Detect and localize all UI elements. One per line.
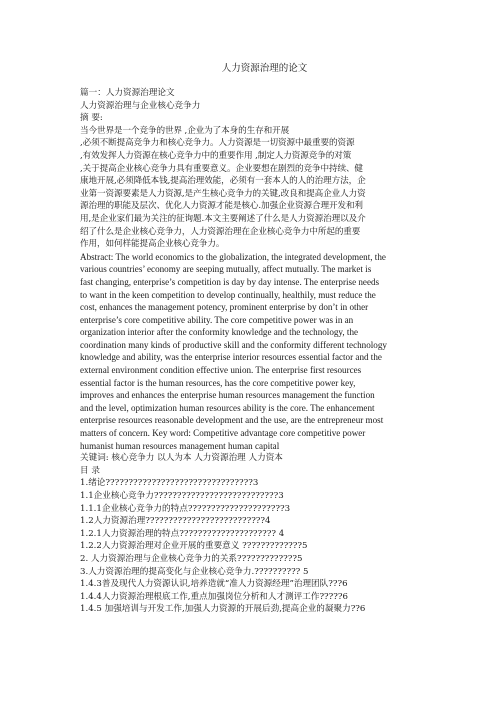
toc-page-number: 6 [342,579,348,590]
toc-leader: ???????????????????????????????? [105,478,253,489]
toc-page-number: 3 [252,478,259,489]
abstract-en-line: improves and enhances the enterprise human resources management the function [80,390,375,401]
abstract-en-line: coordination many kinds of productive skill and the conformity different technology [80,339,387,350]
abstract-en-line: cost, enhances the management potency, prominent enterprise by don’t in other [80,302,369,313]
toc-entry-label: 2. 人力资源治理与企业核心竞争力的关系 [80,553,238,564]
toc-entry-label: 1.4.4人力资源治理根底工作,重点加强岗位分析和人才测评工作 [80,591,320,602]
abstract-en-line: various countries’ economy are seeping mutually, affect mutually. The market is [80,264,372,275]
toc-leader: ????????????? [242,541,303,552]
toc-page-number: 5 [296,553,303,564]
abstract-zh-line: 康地开展,必须降低本钱,提高治理效能，必须有一套本人的人的治理方法，企 [80,176,366,187]
toc-heading: 目 录 [80,465,100,476]
toc-entry-label: 1.绪论 [80,478,106,489]
toc-entry[interactable] [80,603,443,616]
toc-entry-label: 1.4.3普及现代人力资源认识,培养造就“准人力资源经理”治理团队 [80,579,329,590]
toc-leader: ????????????????????? [179,528,279,539]
toc-entry[interactable] [80,591,443,604]
toc-leader: ????????????? [237,553,297,564]
toc-page-number: 5 [302,541,308,552]
toc-entry[interactable] [80,515,443,528]
toc-entry[interactable] [80,566,443,579]
toc-entry-label: 1.4.5 加强培训与开发工作,加强人力资源的开展后劲,提高企业的凝聚力 [80,604,351,615]
abstract-en-line: matters of concern. Key word: Competitive advantage core competitive power [80,428,366,439]
abstract-zh-line: 绍了什么是企业核心竞争力，人力资源治理在企业核心竞争力中所起的重要 [80,226,361,237]
abstract-zh-line: 用,是企业家们最为关注的征询题.本文主要阐述了什么是人力资源治理以及介 [80,213,366,224]
toc-entry[interactable] [80,503,443,516]
toc-page-number: 6 [342,591,348,602]
toc-leader: ????? [319,591,343,602]
toc-leader: ?????????? [254,566,304,577]
abstract-en-line: knowledge and ability, was the enterprise interior resources essential factor and the [80,352,382,363]
abstract-zh-line: 业第一资源要素是人力资源,是产生核心竞争力的关键,改良和提高企业人力资 [80,188,366,199]
abstract-en-line: external environment condition effective union. The enterprise first resources [80,365,362,376]
abstract-zh-line: 当今世界是一个竞争的世界 ,企业为了本身的生存和开展 [80,125,290,136]
toc-leader: ?????????????????????????? [145,516,266,527]
toc-entry-label: 1.2.2人力资源治理对企业开展的重要意义 [80,541,243,552]
chapter-heading: 篇一：人力资源治理论文 [80,88,175,98]
toc-entry[interactable] [80,540,443,553]
abstract-en-line: essential factor is the human resources, has the core competitive power key, [80,377,356,388]
toc-entry[interactable] [80,553,443,566]
abstract-en-line: organization interior after the conformity knowledge and the technology, the [80,327,359,338]
toc-page-number: 4 [278,528,285,539]
abstract-en-line: enterprise resources reasonable development and the use, are the entrepreneur most [80,415,384,426]
toc-entry[interactable] [80,490,443,503]
toc-entry[interactable] [80,578,443,591]
table-of-contents [80,477,443,616]
toc-page-number: 3 [278,491,284,501]
keywords-line: 关键词: 核心竞争力 以人为本 人力资源治理 人力资本 [80,453,283,464]
abstract-en-line: humanist human resources management human capital [80,440,280,451]
toc-leader: ????????????????????? [187,503,285,514]
toc-leader: ?? [350,604,360,615]
toc-leader: ??? [328,579,343,590]
toc-page-number: 5 [303,566,309,577]
toc-leader: ??????????????????????????? [153,491,279,501]
toc-entry-label: 3.人力资源治理的提高变化与企业核心竞争力. [80,566,255,577]
abstract-en-line: to want in the keen competition to develop continually, healthily, must reduce the [80,289,376,300]
abstract-zh-line: ,关于提高企业核心竞争力具有重要意义。企业要想在剧烈的竞争中持续、健 [80,163,363,174]
abstract-zh-line: ,有效发挥人力资源在核心竞争力中的重要作用 ,制定人力资源竞争的对策 [80,150,352,161]
toc-entry-label: 1.1企业核心竞争力 [80,491,154,501]
document-title: 人力资源治理的论文 [221,63,308,74]
abstract-chinese [80,125,443,251]
abstract-en-line: enterprise’s core competitive ability. The core competitive power was in an [80,314,354,325]
abstract-zh-line: 源治理的职能及层次、优化人力资源才能是核心.加强企业资源合理开发和利 [80,201,363,212]
toc-page-number: 3 [284,503,291,514]
abstract-zh-line: 作用，如何样能提高企业核心竞争力。 [80,239,225,250]
toc-entry-label: 1.2人力资源治理 [80,516,146,527]
toc-entry[interactable] [80,477,443,490]
toc-entry[interactable] [80,528,443,541]
abstract-en-line: and the level, optimization human resources ability is the core. The enhancement [80,402,375,413]
abstract-zh-line: ,必须不断提高竞争力和核心竞争力。人力资源是一切资源中最重要的资源 [80,138,355,149]
abstract-en-line: fast changing, enterprise’s competition is day by day intense. The enterprise needs [80,276,380,287]
abstract-heading: 摘 要: [80,113,103,124]
toc-page-number: 4 [265,516,271,527]
abstract-english [80,251,443,453]
toc-entry-label: 1.1.1企业核心竞争力的特点 [80,503,188,514]
toc-page-number: 6 [359,604,366,615]
abstract-en-line: Abstract: The world economics to the globalization, the integrated development, the [80,251,386,262]
toc-entry-label: 1.2.1人力资源治理的特点 [80,528,180,539]
paper-subtitle: 人力资源治理与企业核心竞争力 [80,100,201,111]
